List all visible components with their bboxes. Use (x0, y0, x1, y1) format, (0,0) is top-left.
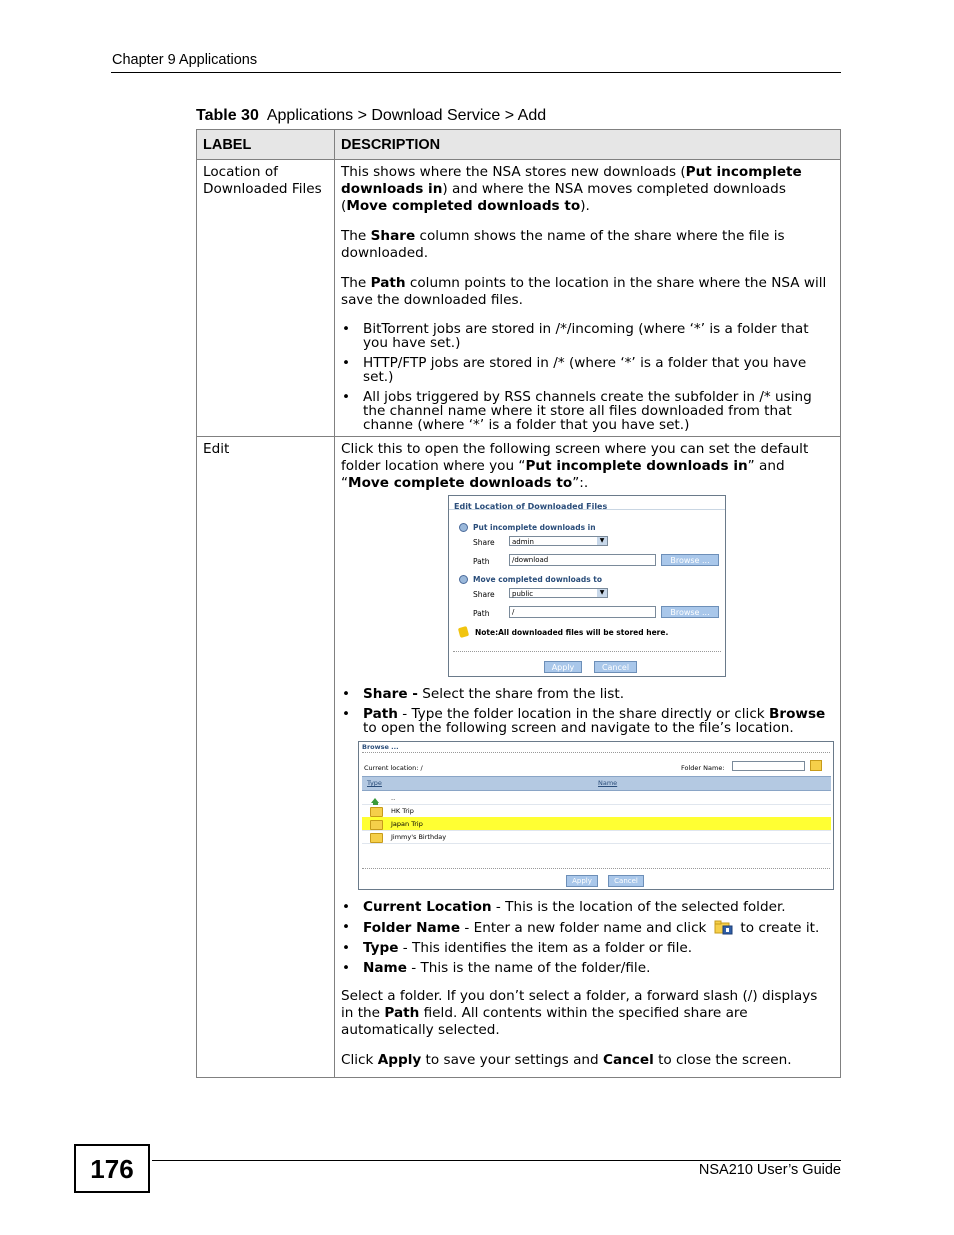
note-text: Note:All downloaded files will be stored here. (475, 628, 669, 637)
browse-button[interactable]: Browse ... (661, 554, 719, 566)
browse-button[interactable]: Browse ... (661, 606, 719, 618)
share-select[interactable]: public ▼ (509, 588, 608, 598)
table-row[interactable] (362, 791, 831, 805)
up-folder-icon (370, 794, 380, 803)
list-item[interactable]: .. (391, 794, 396, 802)
row-description (335, 437, 841, 1078)
page-number: 176 (74, 1144, 150, 1193)
table-row[interactable] (362, 804, 831, 818)
list-item: • Share - Select the share from the list. (363, 687, 834, 701)
edit-location-screenshot (448, 495, 726, 677)
divider (362, 752, 830, 753)
bullet-list (341, 900, 834, 975)
description-paragraph: Click this to open the following screen where you can set the default folder location where you “Put incomplete downloads in” and “Move complete downloads to”:. (341, 441, 809, 491)
create-folder-icon[interactable] (810, 760, 822, 771)
chevron-down-icon: ▼ (597, 589, 607, 597)
type-column-header[interactable]: Type (367, 779, 382, 787)
current-location-text: Current location: / (364, 764, 423, 772)
browse-screenshot (358, 741, 834, 890)
table-row (197, 160, 841, 437)
description-paragraph: Select a folder. If you don’t select a folder, a forward slash (/) displays in the Path field. All contents within the specified share are automatically selected. (341, 988, 818, 1038)
col-description-header: DESCRIPTION (335, 130, 841, 160)
incomplete-section-label: Put incomplete downloads in (473, 523, 596, 532)
cancel-button[interactable]: Cancel (594, 661, 637, 673)
table-row-selected[interactable] (362, 817, 831, 831)
chapter-header: Chapter 9 Applications (112, 52, 258, 68)
share-label: Share (473, 590, 495, 599)
footer-rule (152, 1160, 841, 1161)
row-label: Location of Downloaded Files (197, 160, 335, 437)
folder-icon (370, 807, 383, 817)
list-item: • Folder Name - Enter a new folder name and click to create it. (363, 920, 834, 935)
path-input[interactable]: / (509, 606, 656, 618)
table-number: Table 30 (196, 107, 259, 124)
note-icon (458, 626, 469, 638)
name-column-header[interactable]: Name (598, 779, 618, 787)
folder-name-label: Folder Name: (681, 764, 725, 772)
share-select[interactable]: admin ▼ (509, 536, 608, 546)
apply-button[interactable]: Apply (544, 661, 582, 673)
browse-screen-title: Browse ... (362, 743, 399, 751)
bullet-list (341, 687, 834, 735)
path-input[interactable]: /download (509, 554, 656, 566)
bullet-list (341, 322, 834, 432)
list-item: • BitTorrent jobs are stored in /*/incoming (where ‘*’ is a folder that you have set.) (363, 322, 834, 350)
description-paragraph: The Share column shows the name of the share where the file is downloaded. (341, 228, 785, 261)
list-item: • Path - Type the folder location in the share directly or click Browse to open the following screen and navigate to the file’s location. (363, 707, 834, 735)
description-paragraph: This shows where the NSA stores new downloads (Put incomplete downloads in) and where the NSA moves completed downloads (Move completed downloads to). (341, 164, 802, 214)
create-folder-icon (714, 920, 734, 935)
list-item[interactable]: Japan Trip (391, 820, 423, 828)
completed-section-label: Move completed downloads to (473, 575, 603, 584)
list-item: • All jobs triggered by RSS channels create the subfolder in /* using the channel name where it store all files downloaded from that channe (where ‘*’ is a folder that you have set.) (363, 390, 834, 432)
divider (362, 868, 830, 869)
row-label: Edit (197, 437, 335, 1078)
folder-icon (370, 820, 383, 830)
description-paragraph: The Path column points to the location in the share where the NSA will save the downloaded files. (341, 275, 827, 308)
col-label-header: LABEL (197, 130, 335, 160)
cancel-button[interactable]: Cancel (608, 875, 644, 887)
browse-table-header (362, 776, 831, 791)
edit-screen-title: Edit Location of Downloaded Files (449, 496, 725, 510)
radio-icon (459, 523, 468, 532)
description-paragraph: Click Apply to save your settings and Cancel to close the screen. (341, 1052, 792, 1068)
list-item: • HTTP/FTP jobs are stored in /* (where ‘*’ is a folder that you have set.) (363, 356, 834, 384)
folder-icon (370, 833, 383, 843)
radio-icon (459, 575, 468, 584)
table-title: Applications > Download Service > Add (266, 107, 547, 124)
row-description (335, 160, 841, 437)
list-item: • Type - This identifies the item as a folder or file. (363, 941, 834, 955)
list-item: • Current Location - This is the location of the selected folder. (363, 900, 834, 914)
table-row (197, 437, 841, 1078)
guide-title: NSA210 User’s Guide (698, 1162, 841, 1178)
header-rule (111, 72, 841, 73)
apply-button[interactable]: Apply (566, 875, 598, 887)
chevron-down-icon: ▼ (597, 537, 607, 545)
path-label: Path (473, 609, 490, 618)
share-label: Share (473, 538, 495, 547)
table-caption (196, 107, 546, 125)
divider (453, 651, 721, 652)
folder-name-input[interactable] (732, 761, 805, 771)
list-item: • Name - This is the name of the folder/file. (363, 961, 834, 975)
path-label: Path (473, 557, 490, 566)
description-table (196, 129, 841, 1078)
list-item[interactable]: HK Trip (391, 807, 414, 815)
list-item[interactable]: Jimmy's Birthday (391, 833, 447, 841)
